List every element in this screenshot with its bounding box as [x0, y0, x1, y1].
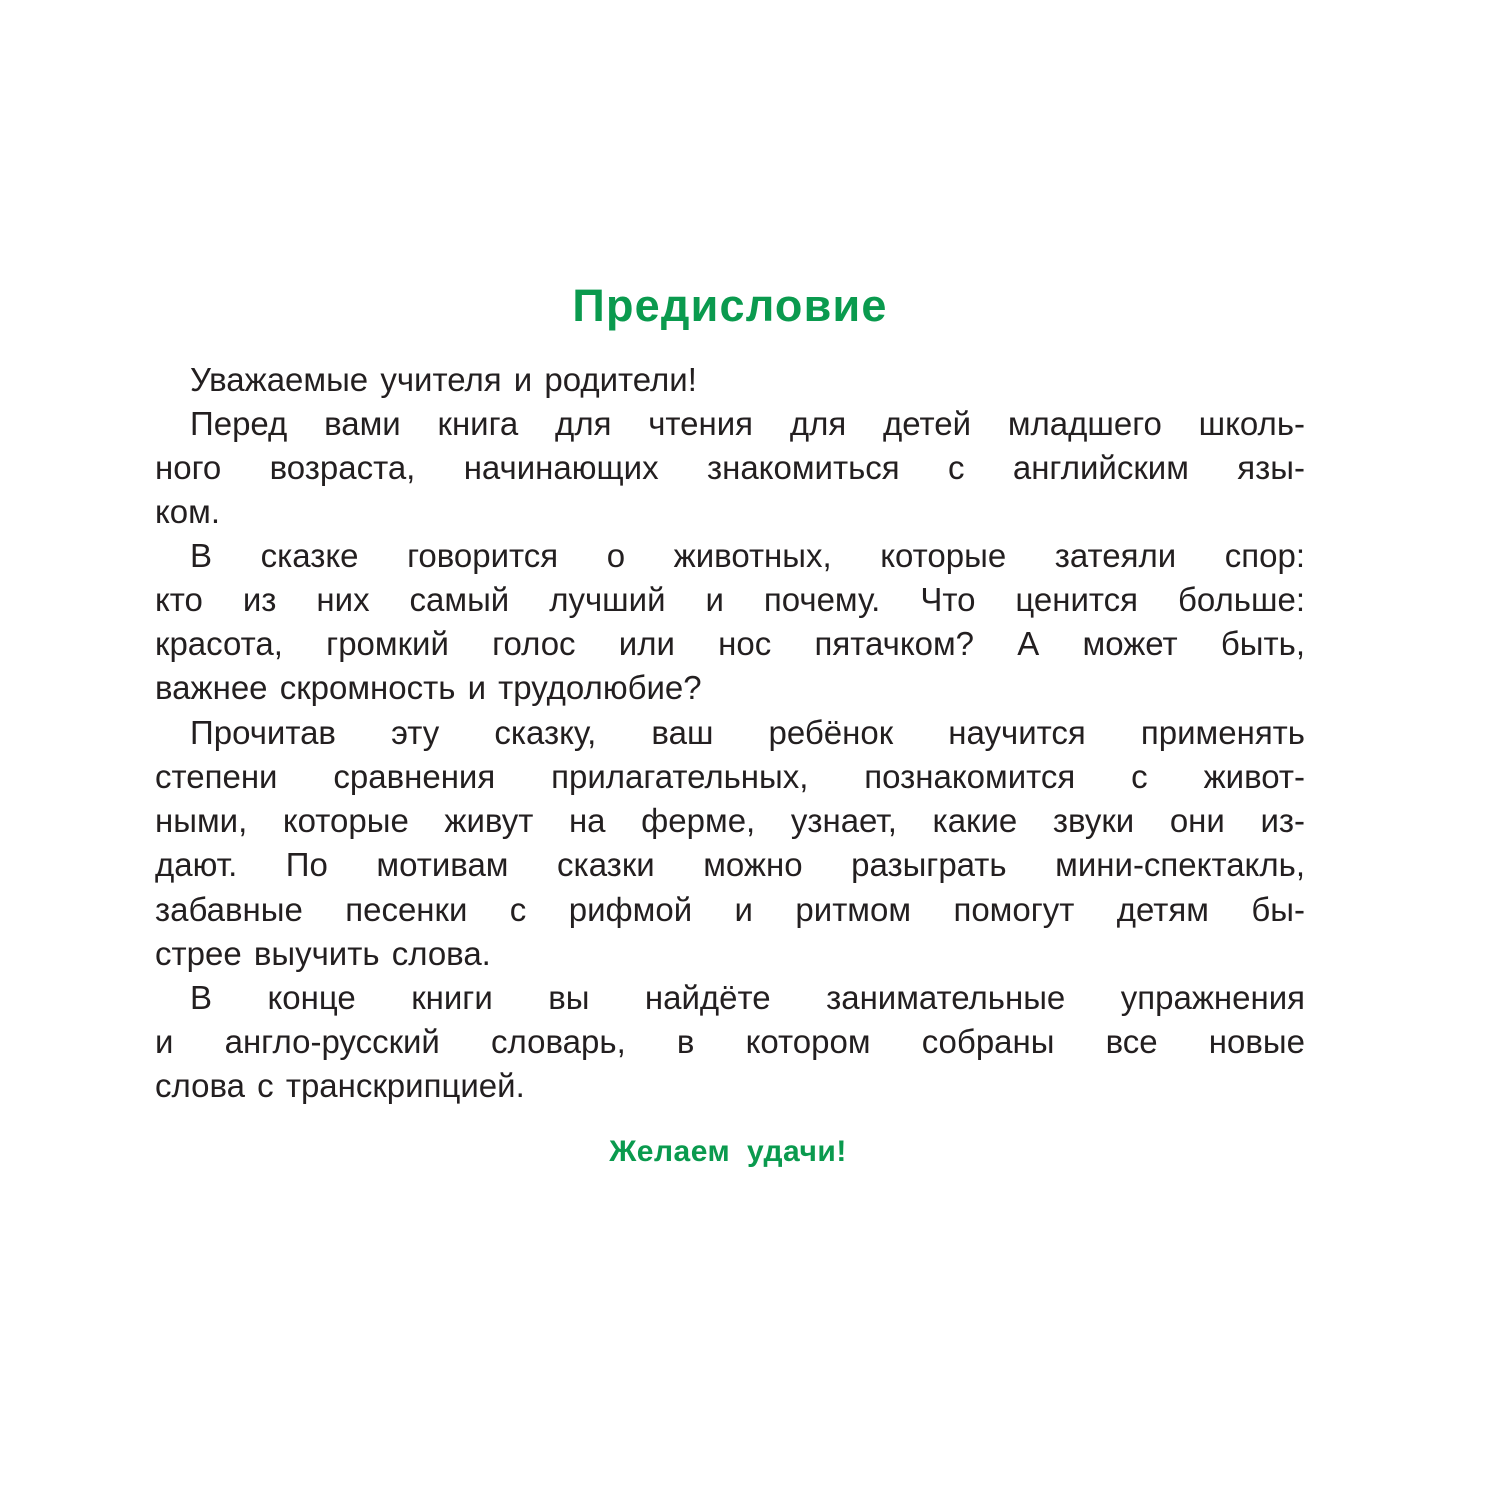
text-line: ного возраста, начинающих знакомиться с английским язы-: [155, 449, 1305, 486]
text-line: слова с транскрипцией.: [155, 1067, 525, 1104]
text-line: степени сравнения прилагательных, познакомится с живот-: [155, 758, 1305, 795]
text-line: Уважаемые учителя и родители!: [190, 361, 697, 398]
text-line: забавные песенки с рифмой и ритмом помогут детям бы-: [155, 891, 1305, 928]
text-line: ком.: [155, 493, 221, 530]
closing-wish: Желаем удачи!: [609, 1135, 847, 1168]
text-line: Перед вами книга для чтения для детей младшего школь-: [190, 405, 1305, 442]
text-line: В конце книги вы найдёте занимательные упражнения: [190, 979, 1305, 1016]
page-title: Предисловие: [572, 280, 888, 331]
text-line: кто из них самый лучший и почему. Что ценится больше:: [155, 581, 1305, 618]
text-line: важнее скромность и трудолюбие?: [155, 669, 702, 706]
text-line: и англо-русский словарь, в котором собраны все новые: [155, 1023, 1305, 1060]
text-line: ными, которые живут на ферме, узнает, какие звуки они из-: [155, 802, 1305, 839]
text-line: Прочитав эту сказку, ваш ребёнок научится применять: [190, 714, 1305, 751]
text-line: В сказке говорится о животных, которые затеяли спор:: [190, 537, 1305, 574]
text-line: стрее выучить слова.: [155, 935, 491, 972]
text-line: красота, громкий голос или нос пятачком? А может быть,: [155, 625, 1305, 662]
text-line: дают. По мотивам сказки можно разыграть мини-спектакль,: [155, 846, 1305, 883]
